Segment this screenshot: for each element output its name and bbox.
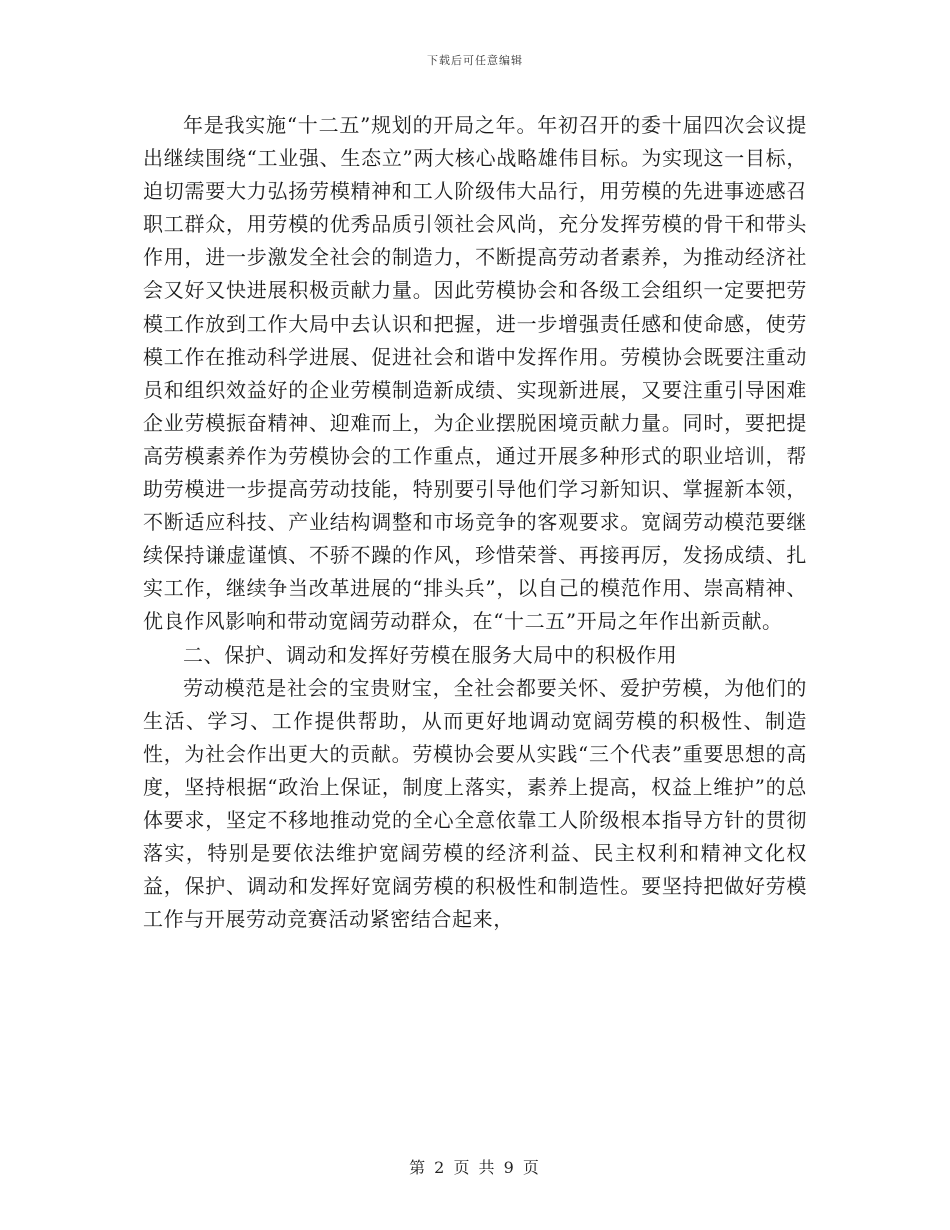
header-note: 下载后可任意编辑: [427, 54, 523, 67]
body-paragraph-2: 劳动模范是社会的宝贵财宝，全社会都要关怀、爱护劳模，为他们的生活、学习、工作提供帮助，从而更好地调动宽阔劳模的积极性、制造性，为社会作出更大的贡献。劳模协会要从实践“三个代表”重要思想的高度，坚持根据“政治上保证，制度上落实，素养上提高，权益上维护”的总体要求，坚定不移地推动党的全心全意依靠工人阶级根本指导方针的贯彻落实，特别是要依法维护宽阔劳模的经济利益、民主权利和精神文化权益，保护、调动和发挥好宽阔劳模的积极性和制造性。要坚持把做好劳模工作与开展劳动竞赛活动紧密结合起来，: [143, 675, 807, 932]
section-heading-2: 二、保护、调动和发挥好劳模在服务大局中的积极作用: [183, 642, 678, 667]
document-body: [143, 109, 807, 936]
page-number-footer: 第 2 页 共 9 页: [409, 1158, 541, 1177]
body-paragraph-1: 年是我实施“十二五”规划的开局之年。年初召开的委十届四次会议提出继续围绕“工业强、生态立”两大核心战略雄伟目标。为实现这一目标，迫切需要大力弘扬劳模精神和工人阶级伟大品行，用劳模的先进事迹感召职工群众，用劳模的优秀品质引领社会风尚，充分发挥劳模的骨干和带头作用，进一步激发全社会的制造力，不断提高劳动者素养，为推动经济社会又好又快进展积极贡献力量。因此劳模协会和各级工会组织一定要把劳模工作放到工作大局中去认识和把握，进一步增强责任感和使命感，使劳模工作在推动科学进展、促进社会和谐中发挥作用。劳模协会既要注重动员和组织效益好的企业劳模制造新成绩、实现新进展，又要注重引导困难企业劳模振奋精神、迎难而上，为企业摆脱困境贡献力量。同时，要把提高劳模素养作为劳模协会的工作重点，通过开展多种形式的职业培训，帮助劳模进一步提高劳动技能，特别要引导他们学习新知识、掌握新本领，不断适应科技、产业结构调整和市场竞争的客观要求。宽阔劳动模范要继续保持谦虚谨慎、不骄不躁的作风，珍惜荣誉、再接再厉，发扬成绩、扎实工作，继续争当改革进展的“排头兵”，以自己的模范作用、崇高精神、优良作风影响和带动宽阔劳动群众，在“十二五”开局之年作出新贡献。: [143, 113, 807, 634]
